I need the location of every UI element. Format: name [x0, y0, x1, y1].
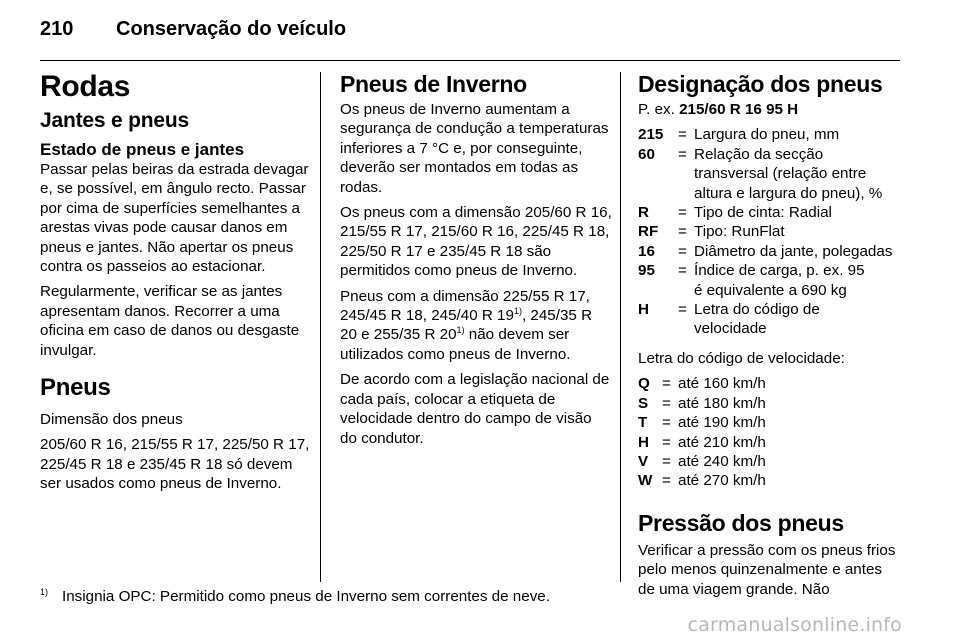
speed-code-row: [638, 452, 900, 471]
designation-value: Diâmetro da jante, polegadas: [694, 242, 893, 260]
column-wheels: [40, 70, 312, 500]
column-designation: [638, 70, 900, 605]
designation-value: Tipo: RunFlat: [694, 223, 785, 241]
designation-key: R: [638, 204, 649, 222]
title-winter-tyres: Pneus de Inverno: [340, 71, 527, 97]
designation-row: [638, 242, 900, 261]
paragraph-winter-1: Os pneus de Inverno aumentam a segurança de condução a temperaturas inferiores a 7 °C e, por conseguinte, deverão ser montados em todas as rodas.: [340, 101, 609, 196]
paragraph-tyre-size: 205/60 R 16, 215/55 R 17, 225/50 R 17, 225/45 R 18 e 235/45 R 18 só devem ser usados como pneus de Inverno.: [40, 436, 310, 493]
equals-sign: =: [678, 145, 687, 163]
page-header: [40, 18, 346, 41]
equals-sign: =: [678, 301, 687, 319]
designation-row: [638, 261, 900, 280]
designation-key: 95: [638, 262, 655, 280]
speed-code-row: [638, 413, 900, 432]
speed-code-value: até 190 km/h: [678, 414, 766, 432]
speed-code-key: Q: [638, 375, 650, 393]
equals-sign: =: [662, 414, 671, 432]
designation-row: [638, 125, 900, 144]
designation-value: é equivalente a 690 kg: [694, 281, 847, 299]
designation-row: [638, 184, 900, 203]
subtitle-rims-tyres: Jantes e pneus: [40, 109, 189, 132]
watermark: carmanualsonline.info: [687, 614, 902, 636]
equals-sign: =: [678, 262, 687, 280]
column-divider-2: [620, 72, 621, 582]
text-span: Pneus com a dimensão 225/55 R 17, 245/45 R 18, 245/40 R 19: [340, 287, 590, 325]
speed-code-value: até 160 km/h: [678, 375, 766, 393]
header-rule: [40, 60, 900, 61]
footnote-text: Insignia OPC: Permitido como pneus de Inverno sem correntes de neve.: [62, 588, 550, 605]
equals-sign: =: [662, 452, 671, 470]
speed-code-row: [638, 433, 900, 452]
designation-value: Índice de carga, p. ex. 95: [694, 262, 865, 280]
designation-value: Tipo de cinta: Radial: [694, 204, 832, 222]
paragraph-winter-4: De acordo com a legislação nacional de cada país, colocar a etiqueta de velocidade dentro do campo de visão do condutor.: [340, 371, 610, 447]
heading-condition: Estado de pneus e jantes: [40, 140, 245, 159]
designation-value: Letra do código de: [694, 301, 820, 319]
designation-value: transversal (relação entre: [694, 165, 867, 183]
label-tyre-size: Dimensão dos pneus: [40, 411, 183, 429]
speed-code-value: até 180 km/h: [678, 394, 766, 412]
speed-code-row: [638, 374, 900, 393]
speed-code-key: V: [638, 452, 649, 470]
footnote-ref: 1): [456, 325, 465, 336]
speed-code-value: até 240 km/h: [678, 452, 766, 470]
title-tyres: Pneus: [40, 374, 111, 402]
designation-key: 16: [638, 242, 655, 260]
title-tyre-pressure: Pressão dos pneus: [638, 509, 844, 536]
designation-row: [638, 300, 900, 319]
designation-row: [638, 319, 900, 338]
footnote-ref: 1): [513, 306, 522, 316]
footnote: [40, 588, 550, 605]
equals-sign: =: [662, 472, 671, 490]
speed-code-key: S: [638, 394, 649, 412]
speed-code-value: até 270 km/h: [678, 472, 766, 490]
column-divider-1: [320, 72, 321, 582]
equals-sign: =: [662, 394, 671, 412]
page-number: 210: [40, 18, 74, 40]
title-designation: Designação dos pneus: [638, 71, 883, 97]
designation-value: altura e largura do pneu), %: [694, 184, 883, 202]
column-winter-tyres: [340, 70, 612, 454]
speed-code-value: até 210 km/h: [678, 433, 766, 451]
designation-row: [638, 145, 900, 164]
designation-value: Relação da secção: [694, 145, 824, 163]
paragraph-check: Regularmente, verificar se as jantes apresentam danos. Recorrer a uma oficina em caso de danos ou desgaste invulgar.: [40, 283, 300, 359]
paragraph-winter-2: Os pneus com a dimensão 205/60 R 16, 215/55 R 17, 215/60 R 16, 225/45 R 18, 225/50 R 17 e 235/45 R 18 são permitidos como pneus de Inverno.: [340, 204, 612, 280]
designation-value: velocidade: [694, 320, 767, 338]
designation-key: RF: [638, 223, 659, 241]
speed-code-key: W: [638, 472, 653, 490]
paragraph-condition: Passar pelas beiras da estrada devagar e, se possível, em ângulo recto. Passar por cima de superfícies semelhantes a arestas vivas pode causar danos em pneus e jantes. Não apertar os pneus contra os passeios ao estacionar.: [40, 161, 309, 276]
speed-code-row: [638, 471, 900, 490]
designation-value: Largura do pneu, mm: [694, 126, 840, 144]
equals-sign: =: [678, 204, 687, 222]
chapter-title: Conservação do veículo: [116, 18, 347, 40]
designation-row: [638, 164, 900, 183]
designation-key: H: [638, 301, 649, 319]
equals-sign: =: [662, 433, 671, 451]
designation-key: 60: [638, 145, 655, 163]
designation-row: [638, 222, 900, 241]
designation-key: 215: [638, 126, 664, 144]
speed-code-list: [638, 374, 900, 490]
designation-list: [638, 125, 900, 338]
paragraph-pressure: Verificar a pressão com os pneus frios pelo menos quinzenalmente e antes de uma viagem grande. Não: [638, 541, 896, 598]
equals-sign: =: [678, 223, 687, 241]
footnote-marker: 1): [40, 586, 49, 597]
example-code: 215/60 R 16 95 H: [679, 101, 799, 118]
designation-row: [638, 281, 900, 300]
example-prefix: P. ex.: [638, 101, 680, 118]
text-span: não devem ser utilizados como pneus de Inverno.: [340, 326, 571, 363]
paragraph-winter-3: [340, 287, 612, 365]
speed-label: Letra do código de velocidade:: [638, 349, 845, 367]
example-line: [638, 100, 900, 119]
speed-code-key: T: [638, 414, 648, 432]
speed-code-key: H: [638, 433, 649, 451]
designation-row: [638, 203, 900, 222]
speed-code-row: [638, 394, 900, 413]
equals-sign: =: [678, 126, 687, 144]
text-span: , 245/35 R 20 e 255/35 R 20: [340, 307, 593, 344]
equals-sign: =: [678, 242, 687, 260]
equals-sign: =: [662, 375, 671, 393]
title-wheels: Rodas: [40, 70, 131, 103]
